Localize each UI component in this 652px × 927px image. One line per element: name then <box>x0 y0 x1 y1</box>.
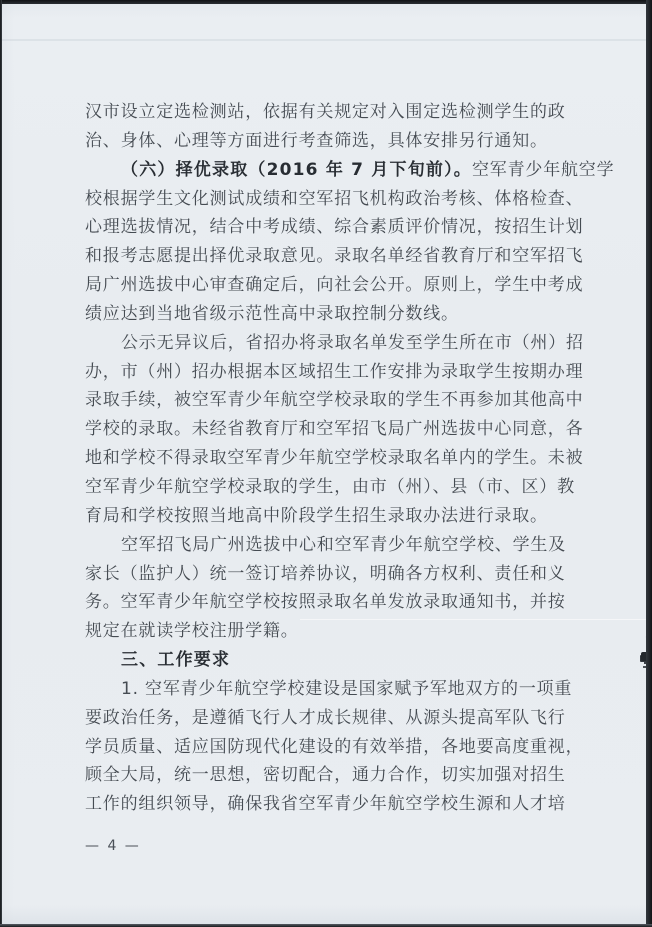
text-run: 绩应达到当地省级示范性高中录取控制分数线。 <box>85 303 459 324</box>
scan-border-top <box>0 0 652 4</box>
text-line <box>85 156 615 185</box>
text-run: 学校的录取。未经省教育厅和空军招飞局广州选拔中心同意，各 <box>85 419 584 440</box>
text-line <box>85 588 585 617</box>
page-number: — 4 — <box>85 838 141 854</box>
text-line <box>85 617 585 646</box>
text-run: 家长（监护人）统一签订培养协议，明确各方权利、责任和义 <box>85 563 566 584</box>
text-run: 空军招飞局广州选拔中心和空军青少年航空学校、学生及 <box>121 534 566 555</box>
text-run: 顾全大局，统一思想，密切配合，通力合作，切实加强对招生 <box>85 765 566 786</box>
text-run: 1. 空军青少年航空学校建设是国家赋予军地双方的一项重 <box>121 678 573 699</box>
text-run: 汉市设立定选检测站，依据有关规定对入围定选检测学生的政 <box>85 102 566 122</box>
text-line <box>85 242 585 271</box>
text-run: 工作的组织领导，确保我省空军青少年航空学校生源和人才培 <box>85 794 566 815</box>
scan-border-left <box>0 0 2 927</box>
text-run: 要政治任务，是遵循飞行人才成长规律、从源头提高军队飞行 <box>85 707 566 728</box>
scan-artifact-band <box>0 39 652 41</box>
text-line <box>85 675 585 704</box>
text-line <box>85 502 585 531</box>
text-line <box>85 761 585 790</box>
text-line <box>85 300 585 329</box>
bold-text-run: 三、工作要求 <box>121 650 231 671</box>
text-run: 公示无异议后，省招办将录取名单发至学生所在市（州）招 <box>121 332 584 353</box>
text-run: 规定在就读学校注册学籍。 <box>85 621 299 642</box>
text-run: 心理选拔情况，结合中考成绩、综合素质评价情况，按招生计划 <box>85 217 584 238</box>
text-line <box>85 185 585 214</box>
text-line <box>85 531 585 560</box>
text-run: 地和学校不得录取空军青少年航空学校录取名单内的学生。未被 <box>85 448 584 469</box>
text-run: 校根据学生文化测试成绩和空军招飞机构政治考核、体格检查、 <box>85 188 584 209</box>
text-line <box>85 473 585 502</box>
text-line <box>85 790 585 819</box>
text-line <box>85 98 585 127</box>
text-run: 务。空军青少年航空学校按照录取名单发放录取通知书，并按 <box>85 592 566 613</box>
text-line <box>85 415 585 444</box>
text-line <box>85 329 585 358</box>
text-line <box>85 444 585 473</box>
text-run: 治、身体、心理等方面进行考查筛选，具体安排另行通知。 <box>85 130 548 151</box>
text-line <box>85 127 585 156</box>
text-run: 空军青少年航空学校录取的学生，由市（州）、县（市、区）教 <box>85 476 575 497</box>
scan-border-right <box>646 0 652 927</box>
text-line <box>85 271 585 300</box>
bold-text-run: （六）择优录取（2016 年 7 月下旬前）。 <box>121 159 472 180</box>
text-line <box>85 213 585 242</box>
text-run: 育局和学校按照当地高中阶段学生招生录取办法进行录取。 <box>85 505 548 526</box>
text-line <box>85 358 585 387</box>
text-run: 空军青少年航空学 <box>472 159 615 180</box>
text-run: 录取手续，被空军青少年航空学校录取的学生不再参加其他高中 <box>85 390 584 411</box>
document-body <box>85 98 615 819</box>
text-line <box>85 733 585 762</box>
text-run: 办，市（州）招办根据本区域招生工作安排为录取学生按期办理 <box>85 361 584 382</box>
text-run: 学员质量、适应国防现代化建设的有效举措，各地要高度重视， <box>85 736 584 757</box>
text-line <box>85 560 585 589</box>
text-line <box>85 646 585 675</box>
text-line <box>85 704 585 733</box>
text-run: 局广州选拔中心审查确定后，向社会公开。原则上，学生中考成 <box>85 275 584 296</box>
text-run: 和报考志愿提出择优录取意见。录取名单经省教育厅和空军招飞 <box>85 246 584 267</box>
text-line <box>85 386 585 415</box>
